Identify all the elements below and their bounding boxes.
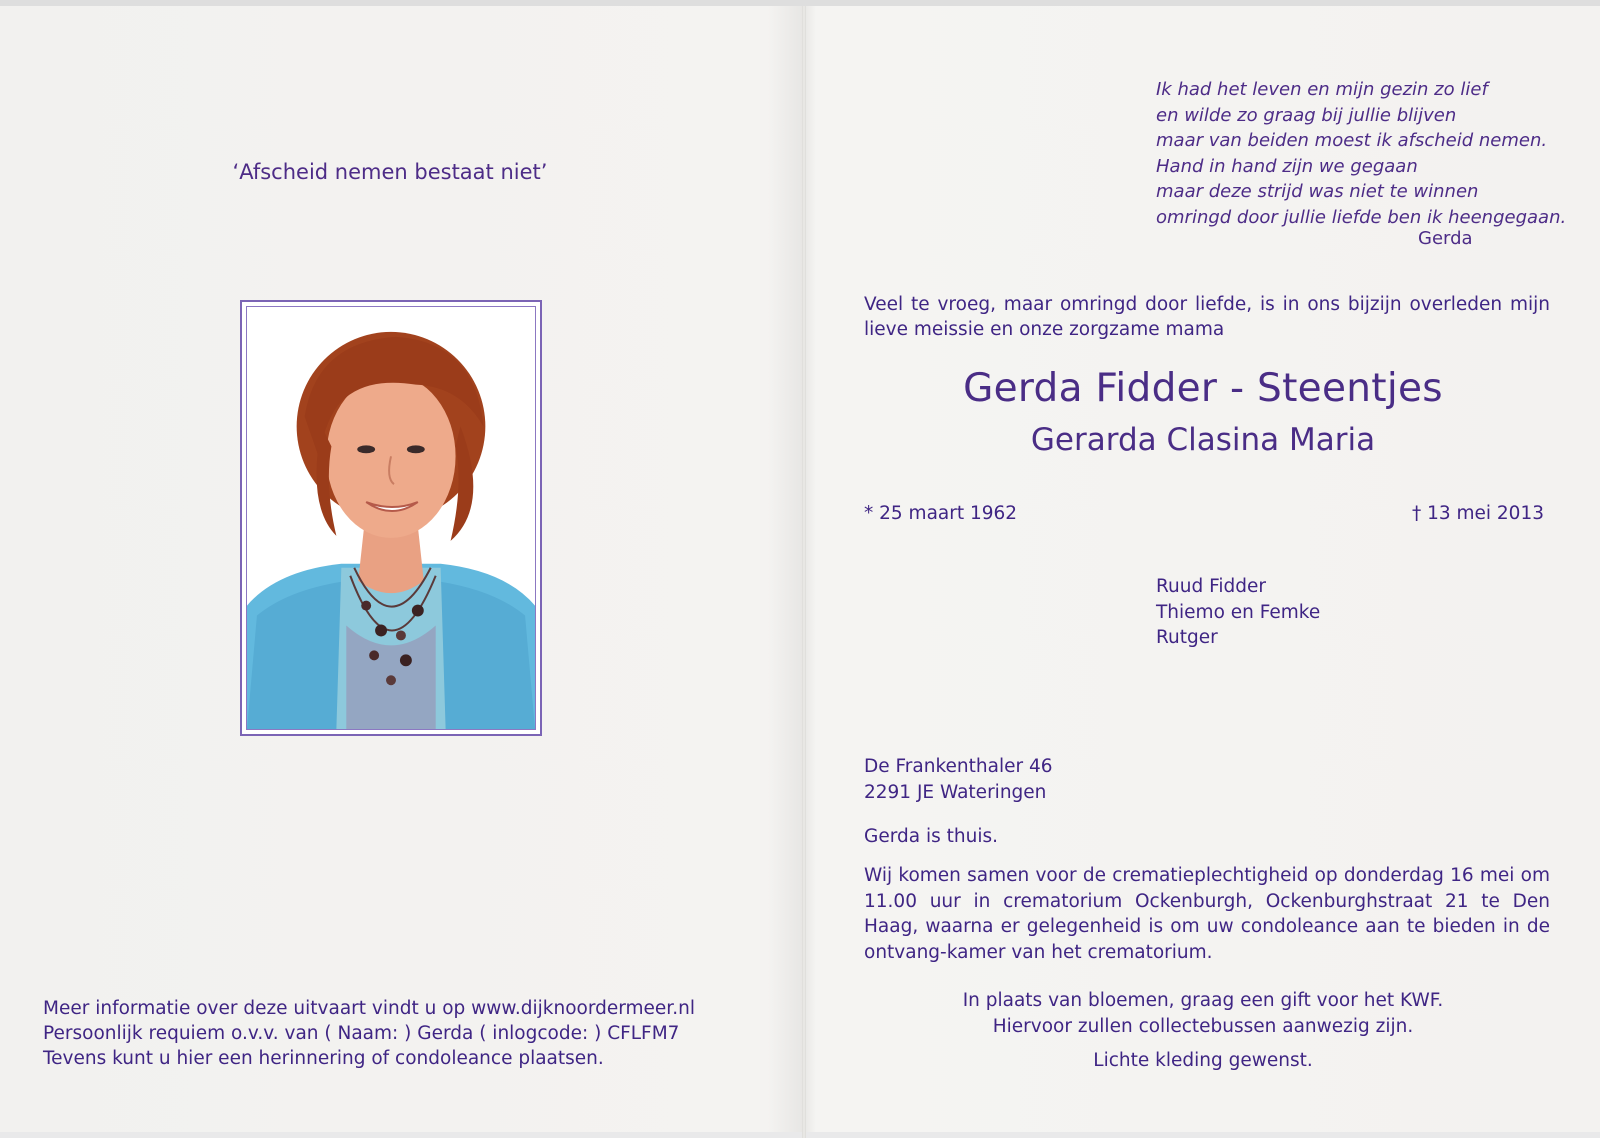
birth-date: * 25 maart 1962 [864, 503, 1018, 524]
flowers-note [806, 988, 1600, 1039]
poem-line: maar van beiden moest ik afscheid nemen. [1156, 130, 1548, 151]
info-line-condolence: Tevens kunt u hier een herinnering of condoleance plaatsen. [43, 1048, 604, 1069]
flowers-line: In plaats van bloemen, graag een gift voor het KWF. [962, 990, 1444, 1011]
poem [1156, 77, 1576, 230]
deceased-name: Gerda Fidder - Steentjes [963, 366, 1443, 411]
dress-code: Lichte kleding gewenst. [1093, 1050, 1313, 1071]
intro-text: Veel te vroeg, maar omringd door liefde, is in ons bijzijn overleden mijn lieve meissie en onze zorgzame mama [864, 294, 1550, 340]
home-note: Gerda is thuis. [864, 826, 998, 847]
poem-line: maar deze strijd was niet te winnen [1156, 181, 1479, 202]
family-member: Thiemo en Femke [1156, 601, 1321, 623]
address [864, 754, 1053, 805]
poem-line: omringd door jullie liefde ben ik heengegaan. [1156, 206, 1567, 228]
right-page [806, 6, 1600, 1138]
portrait-illustration [247, 307, 535, 729]
info-line-website: Meer informatie over deze uitvaart vindt u op www.dijknoordermeer.nl [43, 998, 695, 1019]
family-list [1156, 574, 1320, 651]
death-date: † 13 mei 2013 [1411, 503, 1544, 524]
address-city: 2291 JE Wateringen [864, 781, 1047, 803]
ceremony-text: Wij komen samen voor de crematieplechtigheid op donderdag 16 mei om 11.00 uur in crematorium Ockenburgh, Ockenburghstraat 21 te Den Haag, waarna er gelegenheid is om uw condoleance aan te bieden in de ontvang-kamer van het crematorium. [864, 865, 1550, 963]
flowers-line: Hiervoor zullen collectebussen aanwezig zijn. [992, 1015, 1414, 1037]
family-member: Ruud Fidder [1156, 576, 1267, 597]
info-block [43, 996, 743, 1071]
portrait-frame [240, 300, 542, 736]
poem-line: Ik had het leven en mijn gezin zo lief [1156, 79, 1488, 100]
poem-line: en wilde zo graag bij jullie blijven [1156, 104, 1457, 126]
info-line-requiem: Persoonlijk requiem o.v.v. van ( Naam: ) Gerda ( inlogcode: ) CFLFM7 [43, 1023, 680, 1044]
motto: ‘Afscheid nemen bestaat niet’ [232, 160, 548, 184]
poem-line: Hand in hand zijn we gegaan [1156, 155, 1418, 177]
address-street: De Frankenthaler 46 [864, 756, 1053, 777]
deceased-full-name: Gerarda Clasina Maria [1030, 422, 1376, 458]
poem-signature: Gerda [1418, 228, 1473, 249]
family-member: Rutger [1156, 627, 1218, 648]
left-page [0, 6, 802, 1138]
portrait-photo [246, 306, 536, 730]
